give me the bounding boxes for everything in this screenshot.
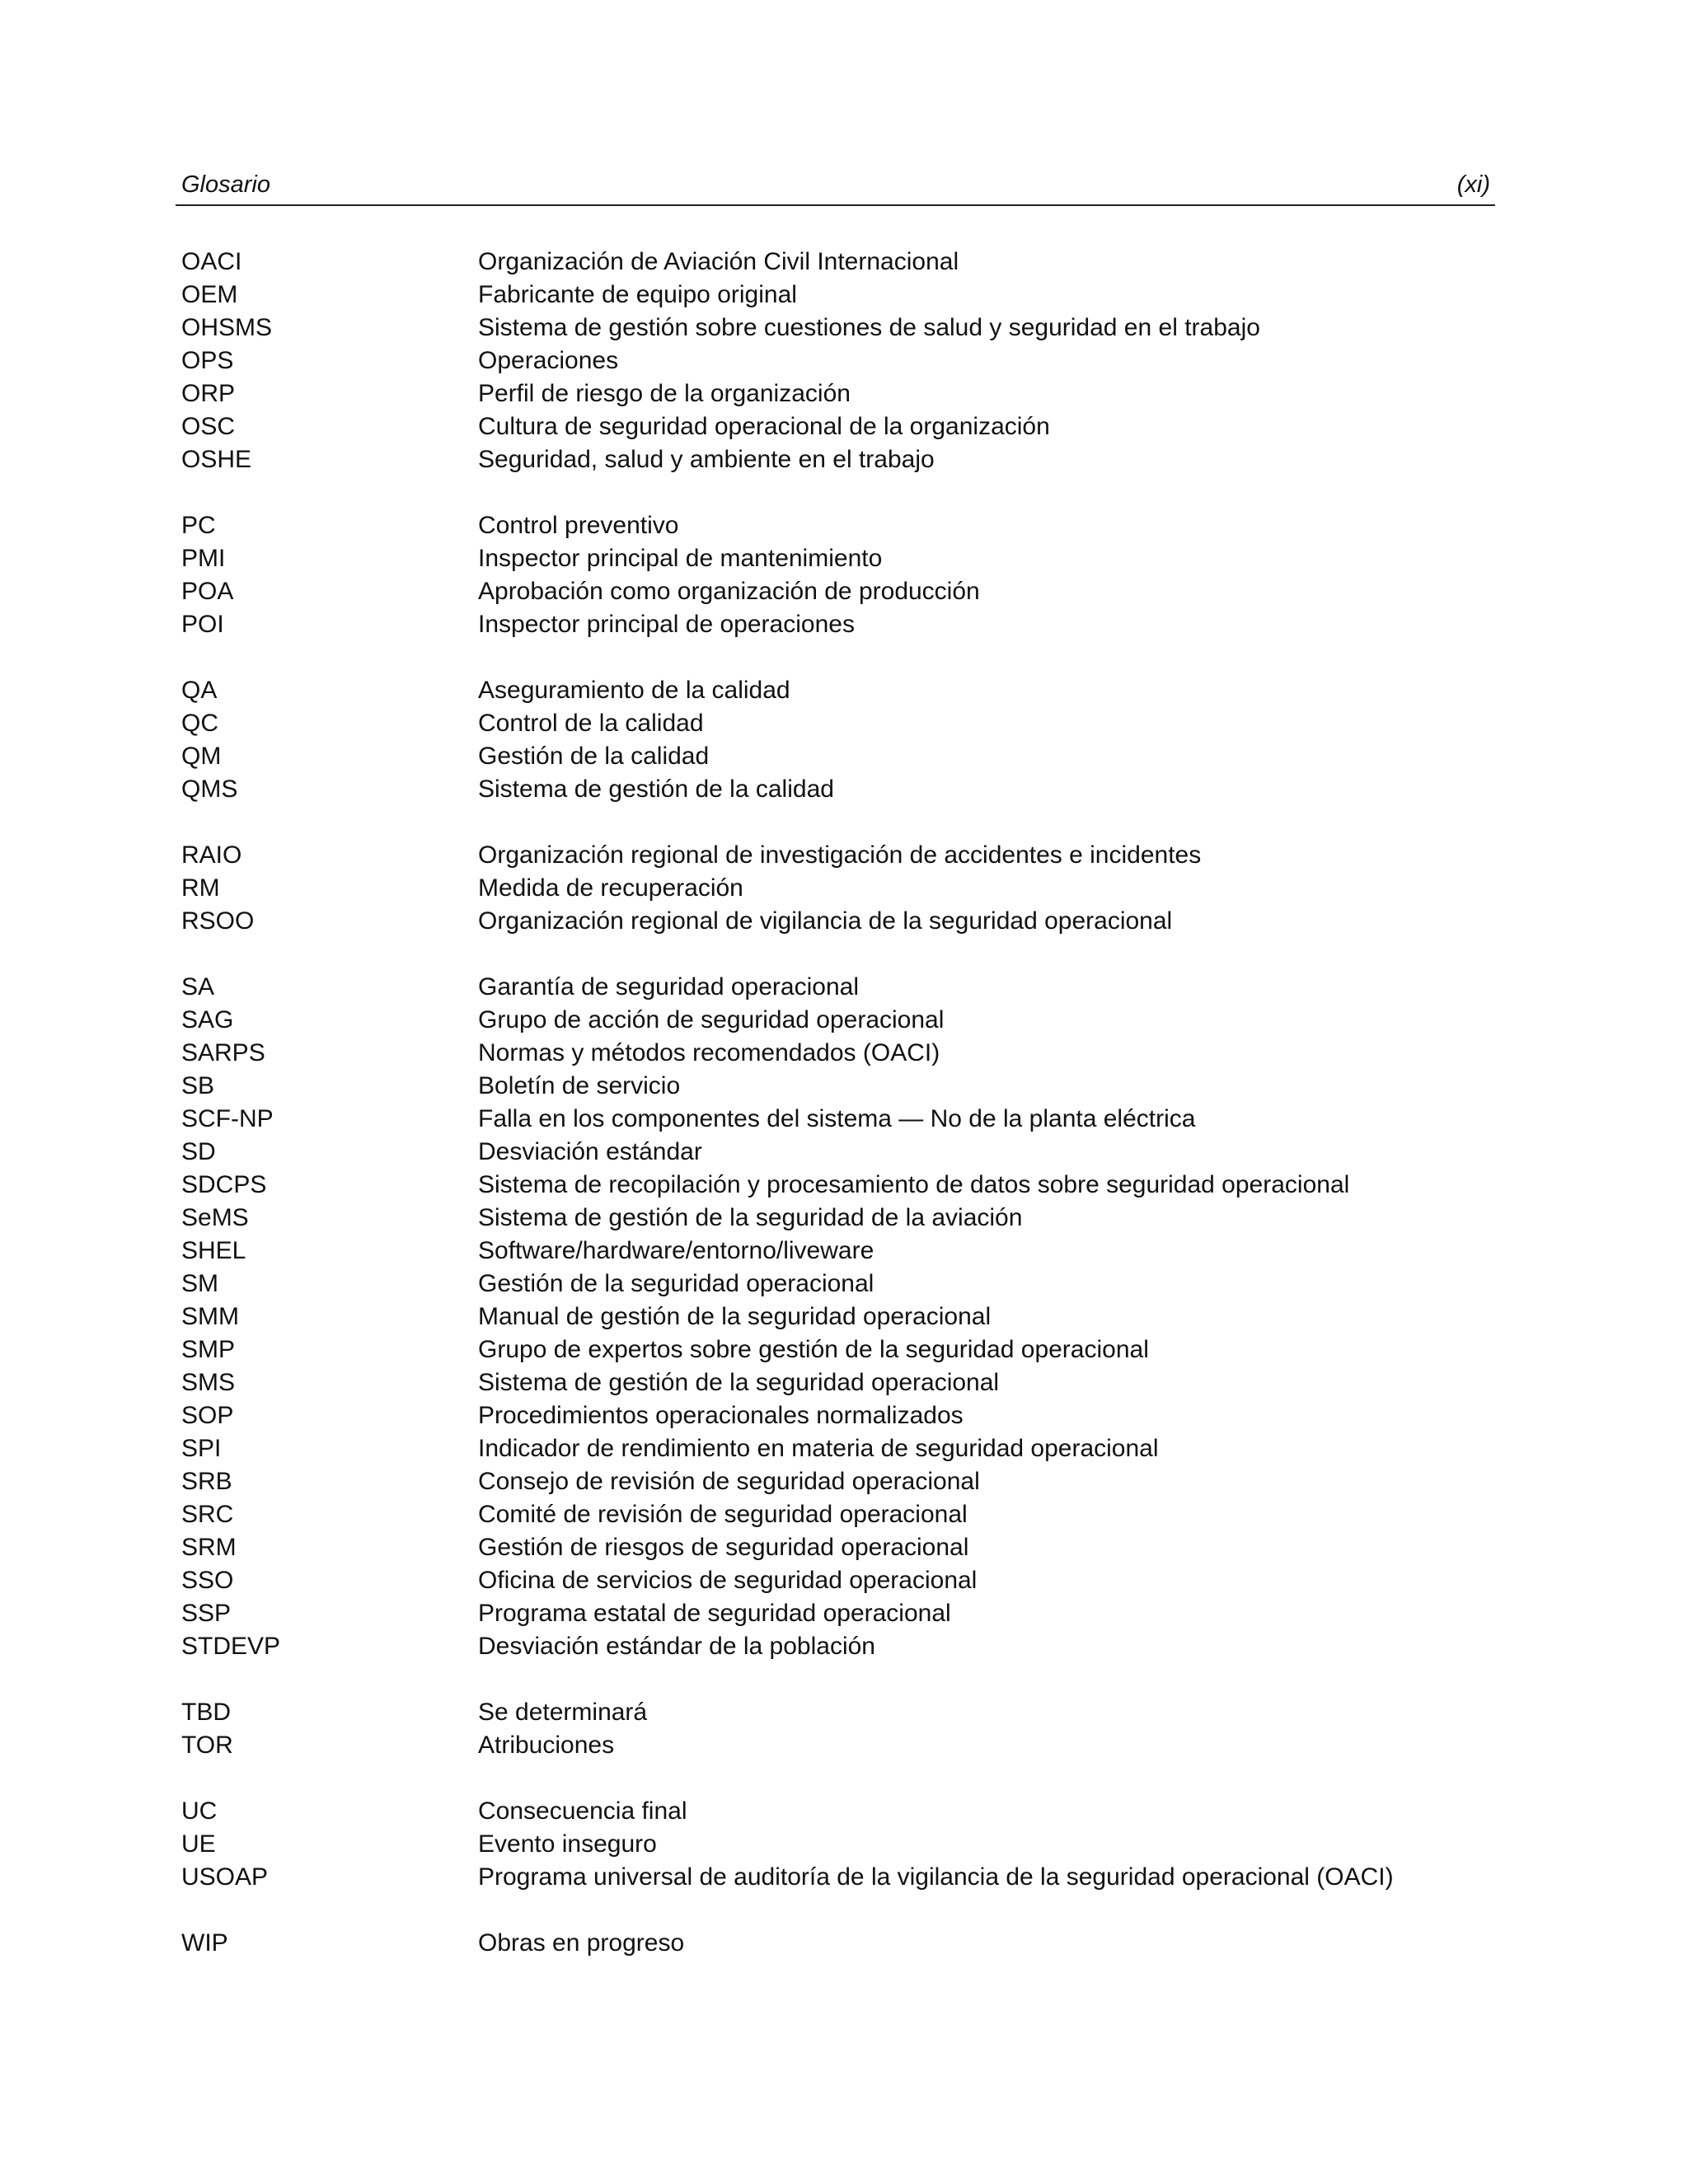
glossary-entry: [181, 740, 1492, 773]
abbreviation: SCF-NP: [181, 1105, 274, 1132]
glossary-entry: [181, 1729, 1492, 1762]
definition: Consejo de revisión de seguridad operacional: [478, 1468, 980, 1495]
glossary-group: [181, 1696, 1492, 1762]
definition: Desviación estándar: [478, 1138, 702, 1165]
abbreviation: PMI: [181, 545, 226, 572]
definition: Indicador de rendimiento en materia de seguridad operacional: [478, 1435, 1159, 1462]
glossary-entry: [181, 1037, 1492, 1070]
abbreviation: SPI: [181, 1435, 222, 1462]
abbreviation: SDCPS: [181, 1171, 267, 1198]
abbreviation: ORP: [181, 380, 236, 407]
definition: Se determinará: [478, 1699, 648, 1726]
glossary-entry: [181, 1202, 1492, 1235]
glossary-entry: [181, 1301, 1492, 1333]
definition: Aprobación como organización de producción: [478, 578, 980, 605]
definition: Grupo de acción de seguridad operacional: [478, 1006, 945, 1033]
glossary-entry: [181, 1432, 1492, 1465]
glossary-entry: [181, 279, 1492, 312]
definition: Organización de Aviación Civil Internacional: [478, 248, 959, 275]
definition: Consecuencia final: [478, 1797, 687, 1825]
glossary-entry: [181, 1630, 1492, 1663]
glossary-group: [181, 246, 1492, 476]
abbreviation: RSOO: [181, 907, 255, 935]
glossary-entry: [181, 1103, 1492, 1136]
definition: Sistema de gestión sobre cuestiones de salud y seguridad en el trabajo: [478, 314, 1260, 341]
glossary-entry: [181, 1861, 1492, 1894]
glossary-entry: [181, 542, 1492, 575]
abbreviation: OACI: [181, 248, 242, 275]
abbreviation: OSC: [181, 413, 236, 440]
glossary-group: [181, 971, 1492, 1663]
definition: Sistema de recopilación y procesamiento de datos sobre seguridad operacional: [478, 1171, 1350, 1198]
definition: Operaciones: [478, 347, 619, 374]
definition: Inspector principal de mantenimiento: [478, 545, 883, 572]
glossary-entry: [181, 1268, 1492, 1301]
definition: Evento inseguro: [478, 1830, 657, 1858]
page-number: (xi): [1456, 171, 1490, 198]
abbreviation: SSO: [181, 1567, 234, 1594]
definition: Garantía de seguridad operacional: [478, 973, 859, 1001]
glossary-entry: [181, 1498, 1492, 1531]
abbreviation: RM: [181, 874, 220, 902]
abbreviation: SRM: [181, 1534, 237, 1561]
abbreviation: OHSMS: [181, 314, 273, 341]
definition: Fabricante de equipo original: [478, 281, 797, 308]
glossary-group: [181, 674, 1492, 806]
definition: Oficina de servicios de seguridad operacional: [478, 1567, 978, 1594]
glossary-entry: [181, 1399, 1492, 1432]
abbreviation: PC: [181, 512, 216, 539]
glossary-entry: [181, 443, 1492, 476]
glossary-entry: [181, 1366, 1492, 1399]
abbreviation: SHEL: [181, 1237, 246, 1264]
glossary-entry: [181, 905, 1492, 938]
abbreviation: OSHE: [181, 446, 252, 473]
glossary-entry: [181, 773, 1492, 806]
abbreviation: SARPS: [181, 1039, 265, 1066]
abbreviation: SRB: [181, 1468, 232, 1495]
glossary-entry: [181, 1531, 1492, 1564]
abbreviation: USOAP: [181, 1863, 269, 1891]
abbreviation: POI: [181, 611, 224, 638]
glossary-entry: [181, 575, 1492, 608]
definition: Programa universal de auditoría de la vigilancia de la seguridad operacional (OACI): [478, 1863, 1394, 1891]
glossary-group: [181, 509, 1492, 641]
glossary-entry: [181, 377, 1492, 410]
definition: Cultura de seguridad operacional de la organización: [478, 413, 1050, 440]
abbreviation: SA: [181, 973, 215, 1001]
definition: Gestión de la calidad: [478, 743, 710, 770]
definition: Atribuciones: [478, 1732, 615, 1759]
glossary-group: [181, 1927, 1492, 1960]
definition: Falla en los componentes del sistema — No de la planta eléctrica: [478, 1105, 1196, 1132]
definition: Perfil de riesgo de la organización: [478, 380, 851, 407]
definition: Software/hardware/entorno/liveware: [478, 1237, 874, 1264]
abbreviation: QC: [181, 710, 218, 737]
glossary-entry: [181, 344, 1492, 377]
definition: Control de la calidad: [478, 710, 704, 737]
glossary-entry: [181, 608, 1492, 641]
definition: Obras en progreso: [478, 1929, 685, 1957]
page-header: [180, 165, 1495, 204]
abbreviation: SSP: [181, 1600, 232, 1627]
definition: Control preventivo: [478, 512, 679, 539]
definition: Sistema de gestión de la calidad: [478, 776, 834, 803]
definition: Programa estatal de seguridad operacional: [478, 1600, 951, 1627]
abbreviation: SMS: [181, 1369, 236, 1396]
definition: Boletín de servicio: [478, 1072, 681, 1099]
glossary-entry: [181, 1828, 1492, 1861]
definition: Procedimientos operacionales normalizados: [478, 1402, 964, 1429]
definition: Gestión de la seguridad operacional: [478, 1270, 874, 1297]
glossary-entry: [181, 1004, 1492, 1037]
header-rule: [176, 204, 1495, 206]
definition: Organización regional de vigilancia de la seguridad operacional: [478, 907, 1173, 935]
glossary-entry: [181, 1136, 1492, 1169]
abbreviation: SeMS: [181, 1204, 249, 1231]
glossary-entry: [181, 1070, 1492, 1103]
definition: Seguridad, salud y ambiente en el trabajo: [478, 446, 935, 473]
glossary-entry: [181, 509, 1492, 542]
abbreviation: TBD: [181, 1699, 231, 1726]
abbreviation: POA: [181, 578, 234, 605]
glossary-entry: [181, 1795, 1492, 1828]
abbreviation: QA: [181, 677, 218, 704]
glossary-entry: [181, 1696, 1492, 1729]
abbreviation: UC: [181, 1797, 218, 1825]
abbreviation: STDEVP: [181, 1633, 281, 1660]
abbreviation: SB: [181, 1072, 215, 1099]
abbreviation: RAIO: [181, 841, 242, 869]
glossary-group: [181, 1795, 1492, 1894]
definition: Normas y métodos recomendados (OACI): [478, 1039, 940, 1066]
abbreviation: SMM: [181, 1303, 239, 1330]
definition: Medida de recuperación: [478, 874, 743, 902]
abbreviation: QMS: [181, 776, 238, 803]
glossary-entry: [181, 872, 1492, 905]
abbreviation: QM: [181, 743, 222, 770]
running-title: Glosario: [181, 171, 270, 198]
definition: Inspector principal de operaciones: [478, 611, 855, 638]
definition: Comité de revisión de seguridad operacional: [478, 1501, 968, 1528]
glossary-entry: [181, 410, 1492, 443]
glossary-list: [181, 246, 1492, 1993]
abbreviation: SAG: [181, 1006, 234, 1033]
definition: Gestión de riesgos de seguridad operacional: [478, 1534, 969, 1561]
definition: Aseguramiento de la calidad: [478, 677, 790, 704]
glossary-entry: [181, 1235, 1492, 1268]
glossary-entry: [181, 1597, 1492, 1630]
abbreviation: TOR: [181, 1732, 233, 1759]
glossary-entry: [181, 674, 1492, 707]
glossary-group: [181, 839, 1492, 938]
definition: Sistema de gestión de la seguridad de la aviación: [478, 1204, 1023, 1231]
glossary-entry: [181, 1564, 1492, 1597]
glossary-entry: [181, 707, 1492, 740]
definition: Desviación estándar de la población: [478, 1633, 875, 1660]
glossary-entry: [181, 246, 1492, 279]
abbreviation: SOP: [181, 1402, 234, 1429]
glossary-entry: [181, 1465, 1492, 1498]
abbreviation: SD: [181, 1138, 216, 1165]
abbreviation: WIP: [181, 1929, 228, 1957]
abbreviation: OEM: [181, 281, 238, 308]
definition: Manual de gestión de la seguridad operacional: [478, 1303, 992, 1330]
definition: Grupo de expertos sobre gestión de la seguridad operacional: [478, 1336, 1149, 1363]
glossary-entry: [181, 1927, 1492, 1960]
glossary-entry: [181, 1333, 1492, 1366]
definition: Sistema de gestión de la seguridad operacional: [478, 1369, 1000, 1396]
abbreviation: SRC: [181, 1501, 234, 1528]
definition: Organización regional de investigación de accidentes e incidentes: [478, 841, 1202, 869]
glossary-entry: [181, 971, 1492, 1004]
abbreviation: OPS: [181, 347, 234, 374]
glossary-entry: [181, 839, 1492, 872]
glossary-entry: [181, 1169, 1492, 1202]
abbreviation: UE: [181, 1830, 216, 1858]
abbreviation: SM: [181, 1270, 218, 1297]
abbreviation: SMP: [181, 1336, 236, 1363]
glossary-entry: [181, 312, 1492, 344]
